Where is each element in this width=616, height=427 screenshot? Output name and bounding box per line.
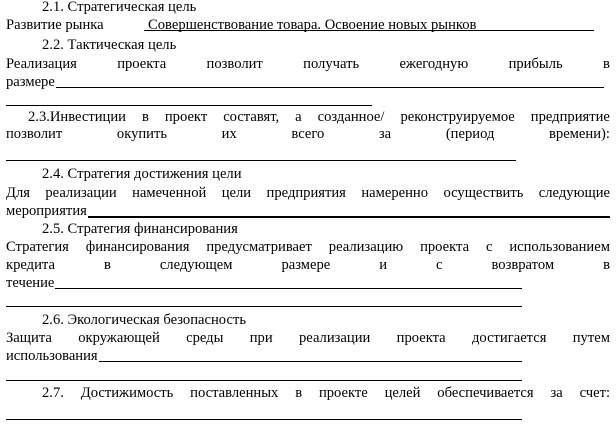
- tactical-goal-line-1: Реализация проекта позволит получать ежегодную прибыль в: [6, 56, 610, 72]
- heading-2-4: 2.4. Стратегия достижения цели: [42, 166, 242, 182]
- achievement-strategy-line-1: Для реализации намеченной цели предприятия намеренно осуществить следующие: [6, 185, 610, 201]
- ecology-means-field-continued[interactable]: [6, 380, 522, 381]
- ecology-means-field[interactable]: [99, 348, 522, 362]
- heading-2-2: 2.2. Тактическая цель: [42, 37, 177, 53]
- ecology-line-1: Защита окружающей среды при реализации проекта достигается путем: [6, 330, 610, 346]
- heading-2-1: 2.1. Стратегическая цель: [42, 0, 197, 15]
- financing-line-2: кредита в следующем размере и с возвратом в: [6, 257, 610, 273]
- tactical-goal-line-2: размере: [6, 74, 610, 91]
- strategic-goal-label: Развитие рынка: [6, 17, 104, 33]
- payback-period-field[interactable]: [6, 160, 516, 161]
- heading-2-5: 2.5. Стратегия финансирования: [42, 221, 238, 237]
- investment-line-1: 2.3.Инвестиции в проект составят, а созданное/ реконструируемое предприятие: [28, 109, 610, 125]
- achievement-strategy-line-2: мероприятия: [6, 203, 610, 220]
- feasibility-line: 2.7. Достижимость поставленных в проекте целей обеспечивается за счет:: [42, 385, 610, 401]
- financing-line-1: Стратегия финансирования предусматривает реализацию проекта с использованием: [6, 239, 610, 255]
- feasibility-field[interactable]: [6, 419, 522, 420]
- credit-term-field[interactable]: [55, 275, 522, 289]
- measures-field[interactable]: [88, 203, 610, 218]
- profit-amount-field[interactable]: [56, 74, 604, 88]
- ecology-line-2: использования: [6, 348, 522, 365]
- heading-2-6: 2.6. Экологическая безопасность: [42, 312, 246, 328]
- investment-line-2: позволит окупить их всего за (период времени):: [6, 126, 610, 142]
- financing-line-3: течение: [6, 275, 522, 292]
- strategic-goal-value[interactable]: Совершенствование товара. Освоение новых рынков: [144, 17, 594, 31]
- profit-amount-field-continued[interactable]: [6, 105, 372, 106]
- credit-term-field-continued[interactable]: [6, 306, 522, 307]
- strategic-goal-row: [6, 17, 610, 34]
